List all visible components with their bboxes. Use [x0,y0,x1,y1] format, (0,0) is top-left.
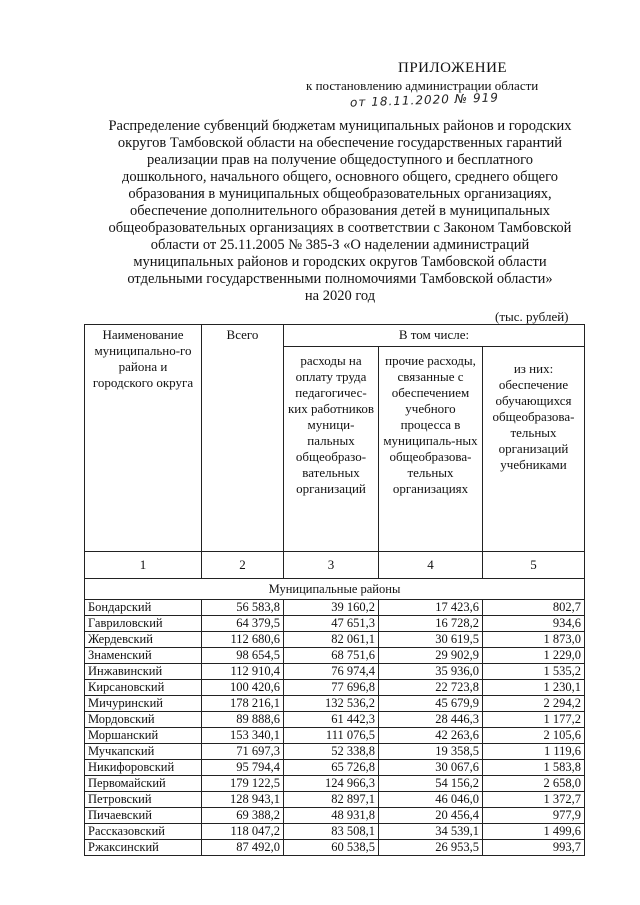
textbooks-value: 993,7 [483,840,585,856]
textbooks-value: 802,7 [483,600,585,616]
column-number: 4 [379,552,483,579]
other-expenses-value: 20 456,4 [379,808,483,824]
column-number: 5 [483,552,585,579]
total-value: 64 379,5 [202,616,284,632]
salary-value: 61 442,3 [284,712,379,728]
handwritten-date-number: от 18.11.2020 № 919 [349,90,500,110]
district-name: Пичаевский [85,808,202,824]
textbooks-value: 934,6 [483,616,585,632]
column-number: 1 [85,552,202,579]
district-name: Инжавинский [85,664,202,680]
header-textbooks: из них: обеспечение обучающихся общеобразова-тельных организаций учебниками [483,347,585,552]
other-expenses-value: 34 539,1 [379,824,483,840]
total-value: 100 420,6 [202,680,284,696]
textbooks-value: 1 499,6 [483,824,585,840]
total-value: 118 047,2 [202,824,284,840]
salary-value: 68 751,6 [284,648,379,664]
textbooks-value: 1 372,7 [483,792,585,808]
total-value: 95 794,4 [202,760,284,776]
table-row [85,744,585,760]
appendix-label: ПРИЛОЖЕНИЕ [398,60,508,76]
other-expenses-value: 30 067,6 [379,760,483,776]
units-label: (тыс. рублей) [495,309,569,324]
other-expenses-value: 54 156,2 [379,776,483,792]
title-line: общеобразовательных организациях в соответствии с Законом Тамбовской [108,220,572,236]
total-value: 179 122,5 [202,776,284,792]
title-line: округов Тамбовской области на обеспечение государственных гарантий [117,135,563,151]
district-name: Мичуринский [85,696,202,712]
table-row [85,696,585,712]
textbooks-value: 1 119,6 [483,744,585,760]
total-value: 98 654,5 [202,648,284,664]
salary-value: 82 897,1 [284,792,379,808]
table-row [85,792,585,808]
other-expenses-value: 46 046,0 [379,792,483,808]
header-teacher-salary: расходы на оплату труда педагогичес-ких работников муници-пальных общеобразо-вательных организаций [284,347,379,552]
other-expenses-value: 30 619,5 [379,632,483,648]
district-name: Бондарский [85,600,202,616]
district-name: Мучкапский [85,744,202,760]
header-including: В том числе: [284,325,585,347]
textbooks-value: 2 105,6 [483,728,585,744]
textbooks-value: 1 229,0 [483,648,585,664]
document-title [80,118,600,305]
other-expenses-value: 28 446,3 [379,712,483,728]
total-value: 89 888,6 [202,712,284,728]
total-value: 56 583,8 [202,600,284,616]
other-expenses-value: 22 723,8 [379,680,483,696]
column-number-row [85,552,585,579]
header-total: Всего [202,325,284,552]
header-district-name: Наименование муниципально-го района и городского округа [85,325,202,552]
salary-value: 77 696,8 [284,680,379,696]
table-row [85,600,585,616]
title-line: области от 25.11.2005 № 385-З «О наделении администраций [150,237,530,253]
table-row [85,760,585,776]
subsidy-table [84,324,585,856]
total-value: 128 943,1 [202,792,284,808]
salary-value: 65 726,8 [284,760,379,776]
district-name: Знаменский [85,648,202,664]
textbooks-value: 1 873,0 [483,632,585,648]
salary-value: 82 061,1 [284,632,379,648]
title-line: образования в муниципальных общеобразовательных организациях, [128,186,552,202]
salary-value: 111 076,5 [284,728,379,744]
title-line: дошкольного, начального общего, основного общего, среднего общего [122,169,558,185]
salary-value: 124 966,3 [284,776,379,792]
table-row [85,664,585,680]
textbooks-value: 1 583,8 [483,760,585,776]
title-line: реализации прав на получение общедоступного и бесплатного [147,152,533,168]
title-line: обеспечение дополнительного образования детей в муниципальных [129,203,551,219]
total-value: 87 492,0 [202,840,284,856]
table-row [85,632,585,648]
section-label: Муниципальные районы [85,579,585,600]
other-expenses-value: 26 953,5 [379,840,483,856]
title-line: на 2020 год [304,288,376,304]
table-row [85,808,585,824]
textbooks-value: 1 177,2 [483,712,585,728]
salary-value: 52 338,8 [284,744,379,760]
header-other-expenses: прочие расходы, связанные с обеспечением учебного процесса в муниципаль-ных общеобразова-тельных организациях [379,347,483,552]
other-expenses-value: 29 902,9 [379,648,483,664]
other-expenses-value: 45 679,9 [379,696,483,712]
salary-value: 48 931,8 [284,808,379,824]
other-expenses-value: 17 423,6 [379,600,483,616]
district-name: Первомайский [85,776,202,792]
table-row [85,680,585,696]
table-row [85,776,585,792]
other-expenses-value: 19 358,5 [379,744,483,760]
textbooks-value: 1 535,2 [483,664,585,680]
table-row [85,728,585,744]
salary-value: 83 508,1 [284,824,379,840]
district-name: Гавриловский [85,616,202,632]
column-number: 2 [202,552,284,579]
section-row [85,579,585,600]
table-row [85,616,585,632]
district-name: Мордовский [85,712,202,728]
salary-value: 39 160,2 [284,600,379,616]
district-name: Рассказовский [85,824,202,840]
district-name: Кирсановский [85,680,202,696]
district-name: Никифоровский [85,760,202,776]
total-value: 153 340,1 [202,728,284,744]
salary-value: 76 974,4 [284,664,379,680]
title-line: муниципальных районов и городских округов Тамбовской области [133,254,547,270]
textbooks-value: 977,9 [483,808,585,824]
table-row [85,824,585,840]
textbooks-value: 2 658,0 [483,776,585,792]
district-name: Петровский [85,792,202,808]
textbooks-value: 1 230,1 [483,680,585,696]
district-name: Моршанский [85,728,202,744]
table-row [85,840,585,856]
total-value: 178 216,1 [202,696,284,712]
district-name: Ржаксинский [85,840,202,856]
salary-value: 60 538,5 [284,840,379,856]
salary-value: 47 651,3 [284,616,379,632]
total-value: 112 680,6 [202,632,284,648]
total-value: 112 910,4 [202,664,284,680]
other-expenses-value: 35 936,0 [379,664,483,680]
textbooks-value: 2 294,2 [483,696,585,712]
total-value: 71 697,3 [202,744,284,760]
total-value: 69 388,2 [202,808,284,824]
resolution-reference: к постановлению администрации области [306,78,539,93]
title-line: Распределение субвенций бюджетам муниципальных районов и городских [108,118,572,134]
table-row [85,712,585,728]
district-name: Жердевский [85,632,202,648]
column-number: 3 [284,552,379,579]
table-row [85,648,585,664]
salary-value: 132 536,2 [284,696,379,712]
other-expenses-value: 16 728,2 [379,616,483,632]
title-line: отдельными государственными полномочиями Тамбовской области» [127,271,553,287]
other-expenses-value: 42 263,6 [379,728,483,744]
